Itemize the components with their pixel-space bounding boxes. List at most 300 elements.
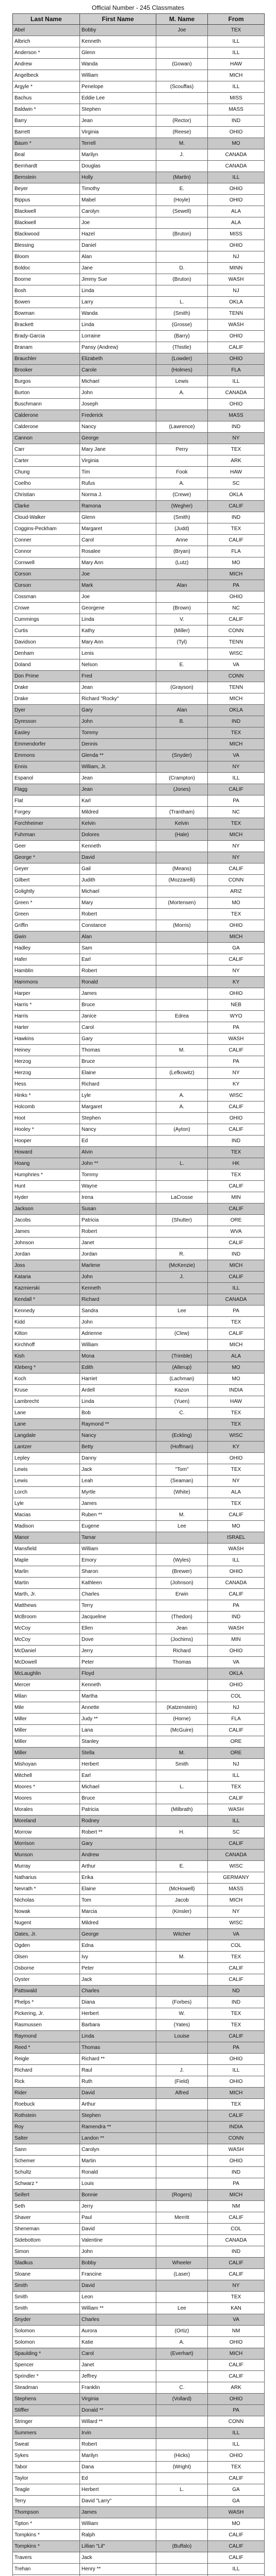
last-name-cell: Teagle xyxy=(13,2484,80,2496)
table-row xyxy=(13,1974,265,1986)
last-name-cell: Pickering, Jr. xyxy=(13,2008,80,2020)
from-cell: NJ xyxy=(208,285,265,297)
middle-name-cell: Wheeler xyxy=(156,2258,208,2269)
last-name-cell: McCoy xyxy=(13,1623,80,1634)
from-cell: CALIF xyxy=(208,863,265,875)
from-cell: KY xyxy=(208,977,265,988)
first-name-cell: Jean xyxy=(80,773,156,784)
first-name-cell: John xyxy=(80,387,156,399)
from-cell: GA xyxy=(208,943,265,954)
first-name-cell: Katie xyxy=(80,2337,156,2348)
table-row xyxy=(13,1306,265,1317)
from-cell: ILL xyxy=(208,2439,265,2450)
last-name-cell: Osborne xyxy=(13,1963,80,1974)
from-cell: WISC xyxy=(208,1861,265,1872)
last-name-cell: Bosh xyxy=(13,285,80,297)
middle-name-cell xyxy=(156,2280,208,2292)
last-name-cell: Easley xyxy=(13,727,80,739)
table-row xyxy=(13,569,265,580)
first-name-cell: Gary xyxy=(80,1838,156,1850)
from-cell: KY xyxy=(208,1079,265,1090)
table-row xyxy=(13,1906,265,1918)
from-cell: PA xyxy=(208,795,265,807)
last-name-cell: Reigle xyxy=(13,2054,80,2065)
from-cell: OHIO xyxy=(208,2337,265,2348)
last-name-cell: Mishoyan xyxy=(13,1759,80,1770)
table-row xyxy=(13,1782,265,1793)
middle-name-cell: (Scouffas) xyxy=(156,81,208,93)
first-name-cell: William, Jr. xyxy=(80,761,156,773)
table-row xyxy=(13,263,265,274)
table-row xyxy=(13,2462,265,2473)
last-name-cell: Smith xyxy=(13,2303,80,2314)
last-name-cell: Lane xyxy=(13,1408,80,1419)
middle-name-cell: (Bryan) xyxy=(156,546,208,557)
table-row xyxy=(13,1952,265,1963)
last-name-cell: McDowell xyxy=(13,1657,80,1668)
from-cell: CALIF xyxy=(208,614,265,625)
middle-name-cell: E. xyxy=(156,183,208,195)
last-name-cell: Bowman xyxy=(13,308,80,319)
from-cell: CONN xyxy=(208,2133,265,2144)
table-row xyxy=(13,705,265,716)
first-name-cell: Douglas xyxy=(80,161,156,172)
from-cell: OHIO xyxy=(208,1453,265,1464)
last-name-cell: Rothstein xyxy=(13,2110,80,2122)
middle-name-cell: (Brewer) xyxy=(156,1566,208,1578)
first-name-cell: John xyxy=(80,716,156,727)
from-cell: MO xyxy=(208,1521,265,1532)
middle-name-cell: (Yuen) xyxy=(156,1396,208,1408)
from-cell: NJ xyxy=(208,1759,265,1770)
first-name-cell: Glenda ** xyxy=(80,750,156,761)
middle-name-cell xyxy=(156,1079,208,1090)
first-name-cell: Lyle xyxy=(80,1090,156,1101)
table-row xyxy=(13,240,265,251)
middle-name-cell xyxy=(156,2110,208,2122)
from-cell: FLA xyxy=(208,365,265,376)
table-row xyxy=(13,2394,265,2405)
table-row xyxy=(13,1714,265,1725)
last-name-cell: Cloud-Walker xyxy=(13,512,80,523)
middle-name-cell: (Judd) xyxy=(156,523,208,535)
first-name-cell: Martin xyxy=(80,2156,156,2167)
table-row xyxy=(13,773,265,784)
first-name-cell: Jack xyxy=(80,2552,156,2564)
middle-name-cell xyxy=(156,693,208,705)
last-name-cell: Koch xyxy=(13,1374,80,1385)
first-name-cell: Nelson xyxy=(80,659,156,671)
last-name-cell: Crowe xyxy=(13,603,80,614)
last-name-cell: Beal xyxy=(13,149,80,161)
first-name-cell: David xyxy=(80,2224,156,2235)
table-row xyxy=(13,1532,265,1544)
table-row xyxy=(13,1419,265,1430)
table-row xyxy=(13,455,265,467)
last-name-cell: Reed * xyxy=(13,2042,80,2054)
from-cell: MICH xyxy=(208,2348,265,2360)
last-name-cell: Rider xyxy=(13,2088,80,2099)
from-cell: TEX xyxy=(208,25,265,36)
middle-name-cell: Merritt xyxy=(156,2212,208,2224)
from-cell: IND xyxy=(208,512,265,523)
middle-name-cell xyxy=(156,2439,208,2450)
middle-name-cell: L. xyxy=(156,297,208,308)
table-row xyxy=(13,1033,265,1045)
middle-name-cell xyxy=(156,1668,208,1680)
from-cell: CALIF xyxy=(208,1181,265,1192)
first-name-cell: Pansy (Andrew) xyxy=(80,342,156,353)
from-cell: PA xyxy=(208,580,265,591)
from-cell: WISC xyxy=(208,648,265,659)
table-row xyxy=(13,2156,265,2167)
from-cell: KY xyxy=(208,1442,265,1453)
last-name-cell: Hadley xyxy=(13,943,80,954)
from-cell: MO xyxy=(208,557,265,569)
table-row xyxy=(13,2178,265,2190)
middle-name-cell xyxy=(156,93,208,104)
last-name-cell: Geyer xyxy=(13,863,80,875)
table-row xyxy=(13,1170,265,1181)
table-row xyxy=(13,1555,265,1566)
table-row xyxy=(13,1260,265,1272)
first-name-cell: Ronald xyxy=(80,977,156,988)
middle-name-cell: Lee xyxy=(156,1306,208,1317)
table-row xyxy=(13,251,265,263)
first-name-cell: Thomas xyxy=(80,2042,156,2054)
middle-name-cell xyxy=(156,1816,208,1827)
middle-name-cell xyxy=(156,1238,208,1249)
middle-name-cell xyxy=(156,2564,208,2575)
from-cell: CALIF xyxy=(208,2110,265,2122)
table-row xyxy=(13,2348,265,2360)
from-cell: OKLA xyxy=(208,705,265,716)
from-cell: CALIF xyxy=(208,2552,265,2564)
from-cell: CALIF xyxy=(208,2212,265,2224)
last-name-cell: Salter xyxy=(13,2133,80,2144)
first-name-cell: Irvin xyxy=(80,2428,156,2439)
table-row xyxy=(13,1623,265,1634)
first-name-cell: Willard ** xyxy=(80,2416,156,2428)
last-name-cell: Denham xyxy=(13,648,80,659)
middle-name-cell xyxy=(156,2122,208,2133)
middle-name-cell: A. xyxy=(156,2337,208,2348)
first-name-cell: Jean xyxy=(80,784,156,795)
from-cell: KAN xyxy=(208,2303,265,2314)
from-cell: NY xyxy=(208,433,265,444)
first-name-cell: Patricia xyxy=(80,1804,156,1816)
last-name-cell: Forgey xyxy=(13,807,80,818)
first-name-cell: Franklin xyxy=(80,2382,156,2394)
last-name-cell: Drake xyxy=(13,693,80,705)
table-row xyxy=(13,195,265,206)
first-name-cell: Robert xyxy=(80,2439,156,2450)
first-name-cell: Aurora xyxy=(80,2326,156,2337)
from-cell: NY xyxy=(208,1067,265,1079)
first-name-cell: Frederick xyxy=(80,410,156,421)
table-row xyxy=(13,127,265,138)
table-row xyxy=(13,399,265,410)
table-row xyxy=(13,2031,265,2042)
last-name-cell: Cossman xyxy=(13,591,80,603)
table-row xyxy=(13,943,265,954)
middle-name-cell xyxy=(156,648,208,659)
from-cell: TENN xyxy=(208,682,265,693)
last-name-cell: Lyle xyxy=(13,1498,80,1510)
from-cell: GA xyxy=(208,2484,265,2496)
table-row xyxy=(13,988,265,999)
last-name-cell: Hess xyxy=(13,1079,80,1090)
last-name-cell: Baldwin * xyxy=(13,104,80,115)
from-cell: OHIO xyxy=(208,399,265,410)
from-cell: ARK xyxy=(208,455,265,467)
middle-name-cell: W. xyxy=(156,2008,208,2020)
first-name-cell: Carol xyxy=(80,1022,156,1033)
middle-name-cell: Alan xyxy=(156,705,208,716)
last-name-cell: Gwin xyxy=(13,931,80,943)
from-cell: IND xyxy=(208,115,265,127)
last-name-cell: Lantzer xyxy=(13,1442,80,1453)
last-name-cell: Milan xyxy=(13,1691,80,1702)
last-name-cell: Hyder xyxy=(13,1192,80,1204)
from-cell: TEX xyxy=(208,1317,265,1328)
table-row xyxy=(13,1464,265,1476)
middle-name-cell xyxy=(156,47,208,59)
table-row xyxy=(13,1374,265,1385)
last-name-cell: Boorne xyxy=(13,274,80,285)
middle-name-cell: (McKenzie) xyxy=(156,1260,208,1272)
table-row xyxy=(13,1793,265,1804)
middle-name-cell: B. xyxy=(156,716,208,727)
first-name-cell: Charles xyxy=(80,1589,156,1600)
middle-name-cell xyxy=(156,954,208,965)
table-row xyxy=(13,206,265,217)
last-name-cell: Barry xyxy=(13,115,80,127)
middle-name-cell: (Milbrath) xyxy=(156,1804,208,1816)
table-row xyxy=(13,1668,265,1680)
middle-name-cell xyxy=(156,2496,208,2507)
from-cell: VA xyxy=(208,2314,265,2326)
first-name-cell: John ** xyxy=(80,1158,156,1170)
table-row xyxy=(13,104,265,115)
last-name-cell: Christian xyxy=(13,489,80,501)
table-row xyxy=(13,716,265,727)
from-cell: NY xyxy=(208,1476,265,1487)
first-name-cell: Mary xyxy=(80,897,156,909)
table-row xyxy=(13,2518,265,2530)
middle-name-cell: (Martin) xyxy=(156,172,208,183)
last-name-cell: Harper xyxy=(13,988,80,999)
first-name-cell: Earl xyxy=(80,1770,156,1782)
table-row xyxy=(13,1578,265,1589)
table-row xyxy=(13,1940,265,1952)
from-cell: WASH xyxy=(208,1623,265,1634)
from-cell: NJ xyxy=(208,251,265,263)
table-row xyxy=(13,920,265,931)
last-name-cell: Beyer xyxy=(13,183,80,195)
middle-name-cell: (Wright) xyxy=(156,2462,208,2473)
middle-name-cell: (Allerup) xyxy=(156,1362,208,1374)
middle-name-cell: M. xyxy=(156,1045,208,1056)
table-row xyxy=(13,1804,265,1816)
first-name-cell: Nancy xyxy=(80,421,156,433)
first-name-cell: Linda xyxy=(80,614,156,625)
from-cell: NY xyxy=(208,2280,265,2292)
table-row xyxy=(13,2382,265,2394)
first-name-cell: Lenis xyxy=(80,648,156,659)
middle-name-cell: (Gowan) xyxy=(156,59,208,70)
from-cell: CANADA xyxy=(208,1578,265,1589)
first-name-cell: Alvin xyxy=(80,1147,156,1158)
first-name-cell: Rufus xyxy=(80,478,156,489)
middle-name-cell xyxy=(156,591,208,603)
last-name-cell: Buschmann xyxy=(13,399,80,410)
from-cell: PA xyxy=(208,2042,265,2054)
last-name-cell: Tompkins * xyxy=(13,2541,80,2552)
first-name-cell: Georgene xyxy=(80,603,156,614)
table-row xyxy=(13,2065,265,2076)
from-cell: ILL xyxy=(208,1555,265,1566)
middle-name-cell xyxy=(156,240,208,251)
table-row xyxy=(13,2530,265,2541)
middle-name-cell xyxy=(156,1918,208,1929)
table-row xyxy=(13,1680,265,1691)
middle-name-cell: Perry xyxy=(156,444,208,455)
last-name-cell: Sheneman xyxy=(13,2224,80,2235)
middle-name-cell xyxy=(156,1680,208,1691)
first-name-cell: Jordan xyxy=(80,1249,156,1260)
first-name-cell: Glenn xyxy=(80,512,156,523)
middle-name-cell: (Shutter) xyxy=(156,1215,208,1226)
last-name-cell: Lane xyxy=(13,1419,80,1430)
first-name-cell: Stephen xyxy=(80,2110,156,2122)
table-row xyxy=(13,1215,265,1226)
from-cell: OHIO xyxy=(208,591,265,603)
middle-name-cell: (Miller) xyxy=(156,625,208,637)
from-cell: MO xyxy=(208,1374,265,1385)
from-cell: ILL xyxy=(208,1770,265,1782)
table-row xyxy=(13,1929,265,1940)
first-name-cell: Henry ** xyxy=(80,2564,156,2575)
last-name-cell: Richard xyxy=(13,2065,80,2076)
middle-name-cell: (Sewell) xyxy=(156,206,208,217)
first-name-cell: Arthur xyxy=(80,1861,156,1872)
from-cell: CALIF xyxy=(208,535,265,546)
last-name-cell: Corson xyxy=(13,580,80,591)
from-cell: SC xyxy=(208,1827,265,1838)
middle-name-cell xyxy=(156,1453,208,1464)
table-row xyxy=(13,841,265,852)
from-cell: IND xyxy=(208,716,265,727)
last-name-cell: Corson xyxy=(13,569,80,580)
from-cell: VA xyxy=(208,1657,265,1668)
last-name-cell: Hawkins xyxy=(13,1033,80,1045)
middle-name-cell xyxy=(156,852,208,863)
from-cell: PA xyxy=(208,1600,265,1612)
last-name-cell: Kidd xyxy=(13,1317,80,1328)
table-row xyxy=(13,1113,265,1124)
last-name-cell: Hoang xyxy=(13,1158,80,1170)
from-cell: CALIF xyxy=(208,1204,265,1215)
from-cell: MASS xyxy=(208,410,265,421)
last-name-cell: Hamblin xyxy=(13,965,80,977)
table-row xyxy=(13,2280,265,2292)
from-cell: OHIO xyxy=(208,2054,265,2065)
from-cell: CANADA xyxy=(208,149,265,161)
middle-name-cell: (Smith) xyxy=(156,308,208,319)
from-cell: ILL xyxy=(208,2428,265,2439)
table-row xyxy=(13,2224,265,2235)
from-cell: MICH xyxy=(208,70,265,81)
table-row xyxy=(13,1691,265,1702)
first-name-cell: Marlene xyxy=(80,1260,156,1272)
from-cell: NY xyxy=(208,965,265,977)
last-name-cell: Morales xyxy=(13,1804,80,1816)
last-name-cell: Taylor xyxy=(13,2473,80,2484)
table-row xyxy=(13,81,265,93)
table-row xyxy=(13,172,265,183)
from-cell: OHIO xyxy=(208,988,265,999)
first-name-cell: Harriet xyxy=(80,1374,156,1385)
first-name-cell: Nancy xyxy=(80,1430,156,1442)
last-name-cell: Hunt xyxy=(13,1181,80,1192)
middle-name-cell: (White) xyxy=(156,1487,208,1498)
middle-name-cell xyxy=(156,1691,208,1702)
last-name-cell: Howard xyxy=(13,1147,80,1158)
table-row xyxy=(13,625,265,637)
middle-name-cell: (Brown) xyxy=(156,603,208,614)
table-row xyxy=(13,1408,265,1419)
table-row xyxy=(13,1204,265,1215)
column-header-last-name: Last Name xyxy=(13,14,80,25)
first-name-cell: Sandra xyxy=(80,1306,156,1317)
first-name-cell: Joe xyxy=(80,591,156,603)
first-name-cell: David "Larry" xyxy=(80,2496,156,2507)
last-name-cell: Brady-Garcia xyxy=(13,331,80,342)
middle-name-cell xyxy=(156,931,208,943)
first-name-cell: Fred xyxy=(80,671,156,682)
table-row xyxy=(13,784,265,795)
table-row xyxy=(13,2110,265,2122)
middle-name-cell: (Trimble) xyxy=(156,1351,208,1362)
last-name-cell: Kendall * xyxy=(13,1294,80,1306)
last-name-cell: Ogden xyxy=(13,1940,80,1952)
table-row xyxy=(13,1090,265,1101)
last-name-cell: Sidebottom xyxy=(13,2235,80,2246)
table-row xyxy=(13,2314,265,2326)
last-name-cell: Schwarz * xyxy=(13,2178,80,2190)
middle-name-cell: (Mortensen) xyxy=(156,897,208,909)
column-header-middle-name: M. Name xyxy=(156,14,208,25)
first-name-cell: Jeffrey xyxy=(80,2371,156,2382)
last-name-cell: Stringer xyxy=(13,2416,80,2428)
last-name-cell: Summers xyxy=(13,2428,80,2439)
table-row xyxy=(13,421,265,433)
first-name-cell: Kenneth xyxy=(80,36,156,47)
from-cell: CALIF xyxy=(208,501,265,512)
middle-name-cell xyxy=(156,841,208,852)
from-cell: VA xyxy=(208,750,265,761)
table-row xyxy=(13,727,265,739)
table-row xyxy=(13,1362,265,1374)
from-cell: COL xyxy=(208,1940,265,1952)
from-cell: TENN xyxy=(208,637,265,648)
last-name-cell: Kruse xyxy=(13,1385,80,1396)
middle-name-cell: (Rector) xyxy=(156,115,208,127)
first-name-cell: Marcia xyxy=(80,1906,156,1918)
from-cell: NY xyxy=(208,761,265,773)
from-cell: ALA xyxy=(208,1351,265,1362)
